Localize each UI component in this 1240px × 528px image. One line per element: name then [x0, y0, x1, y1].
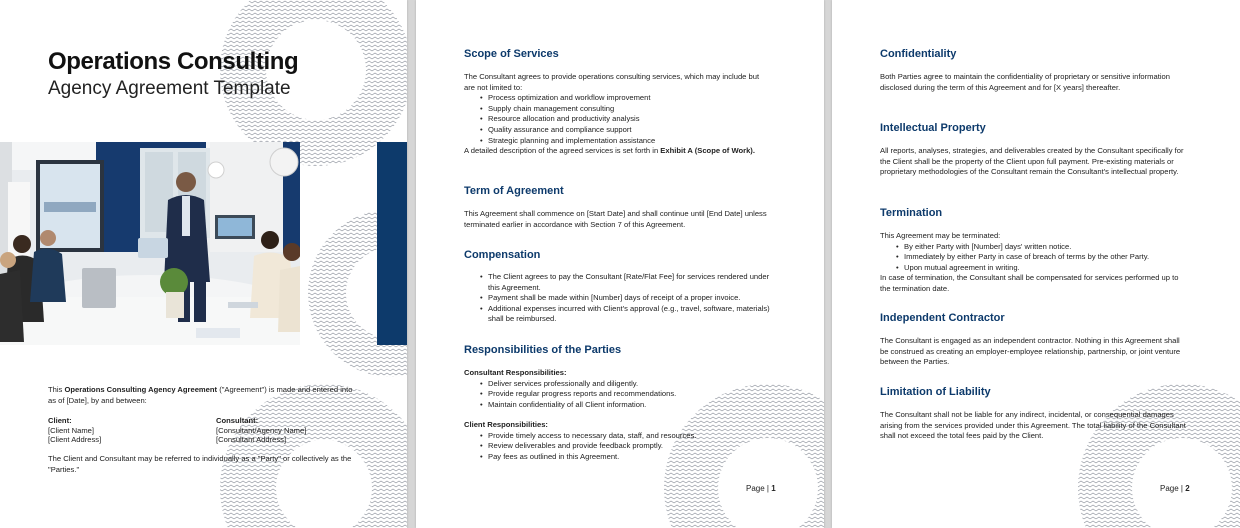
list-item: • The Client agrees to pay the Consultant [Rate/Flat Fee] for services rendered under this Agreement.: [480, 272, 770, 293]
consultant-name: [Consultant/Agency Name]: [216, 425, 307, 435]
page-number: [1160, 484, 1190, 493]
section-title-term: Term of Agreement: [464, 185, 564, 197]
list-item: • Process optimization and workflow improvement: [480, 93, 770, 104]
client-block: [48, 416, 208, 445]
client-responsibilities-list: [480, 431, 770, 463]
client-label: Client:: [48, 416, 72, 425]
list-item: • Additional expenses incurred with Client's approval (e.g., travel, software, materials) shall be reimbursed.: [480, 304, 770, 325]
scope-list: [480, 93, 770, 146]
consultant-label: Consultant:: [216, 416, 259, 425]
termination-list: [896, 242, 1186, 274]
consultant-responsibilities-label: Consultant Responsibilities:: [464, 368, 567, 377]
parties-definition: The Client and Consultant may be referred to individually as a "Party" or collectively as the "Parties.": [48, 454, 352, 474]
page-1: [416, 0, 824, 528]
consultant-responsibilities: [464, 368, 770, 410]
consultant-block: [216, 416, 376, 445]
document-subtitle: Agency Agreement Template: [48, 78, 291, 99]
cover-page: [0, 0, 407, 528]
client-responsibilities-label: Client Responsibilities:: [464, 420, 548, 429]
list-item: • Supply chain management consulting: [480, 104, 770, 115]
page-number-label: Page |: [746, 484, 772, 493]
consultant-address: [Consultant Address]: [216, 435, 287, 444]
section-title-termination: Termination: [880, 207, 943, 219]
accent-bar: [377, 142, 407, 345]
section-title-limitation-of-liability: Limitation of Liability: [880, 386, 991, 398]
page-number-value: 1: [771, 484, 776, 493]
section-title-scope: Scope of Services: [464, 48, 559, 60]
agreement-name: Operations Consulting Agency Agreement: [64, 385, 218, 394]
section-title-intellectual-property: Intellectual Property: [880, 122, 986, 134]
compensation-list: [480, 272, 770, 325]
scope-detail: [464, 146, 770, 157]
exhibit-reference: Exhibit A (Scope of Work).: [660, 146, 755, 156]
document-title: Operations Consulting: [48, 48, 299, 75]
independent-contractor-text: The Consultant is engaged as an independent contractor. Nothing in this Agreement shall be construed as creating an employer-employee relationship, partnership, or joint venture between the Parties.: [880, 336, 1181, 367]
list-item: • Strategic planning and implementation assistance: [480, 136, 770, 147]
client-address: [Client Address]: [48, 435, 102, 444]
list-item: • By either Party with [Number] days' written notice.: [896, 242, 1186, 253]
client-name: [Client Name]: [48, 425, 95, 435]
list-item: • Deliver services professionally and diligently.: [480, 379, 770, 390]
consultant-responsibilities-list: [480, 379, 770, 411]
page-number-label: Page |: [1160, 484, 1186, 493]
page-number: [746, 484, 776, 493]
section-title-independent-contractor: Independent Contractor: [880, 312, 1005, 324]
intellectual-property-text: All reports, analyses, strategies, and deliverables created by the Consultant specifically for the Client shall be the property of the Client upon full payment. Pre-existing materials or proprietary methodologies of the Consultant remain the Consultant's intellectual property.: [880, 146, 1184, 177]
list-item: • Review deliverables and provide feedback promptly.: [480, 441, 770, 452]
list-item: • Quality assurance and compliance support: [480, 125, 770, 136]
confidentiality-text: Both Parties agree to maintain the confidentiality of proprietary or sensitive information disclosed during the term of this Agreement and for [X years] thereafter.: [880, 72, 1170, 92]
intro-text-end: ("Agreement") is made and entered into as of [Date], by and between:: [48, 385, 353, 405]
page-2: [832, 0, 1240, 528]
scope-intro: The Consultant agrees to provide operations consulting services, which may include but are not limited to:: [464, 72, 760, 92]
list-item: • Provide regular progress reports and recommendations.: [480, 389, 770, 400]
list-item: • Resource allocation and productivity analysis: [480, 114, 770, 125]
termination-section: [880, 231, 1186, 295]
scope-detail-text: A detailed description of the agreed services is set forth in: [464, 146, 661, 156]
section-title-confidentiality: Confidentiality: [880, 48, 957, 60]
compensation-section: [464, 272, 770, 325]
term-text: This Agreement shall commence on [Start Date] and shall continue until [End Date] unless terminated earlier in accordance with Section 7 of this Agreement.: [464, 209, 767, 229]
intro-paragraph: [48, 385, 358, 406]
client-responsibilities: [464, 420, 770, 462]
list-item: • Pay fees as outlined in this Agreement.: [480, 452, 770, 463]
list-item: • Immediately by either Party in case of breach of terms by the other Party.: [896, 252, 1186, 263]
list-item: • Maintain confidentiality of all Client information.: [480, 400, 770, 411]
page-number-value: 2: [1185, 484, 1190, 493]
scope-section: [464, 72, 770, 157]
section-title-responsibilities: Responsibilities of the Parties: [464, 344, 622, 356]
termination-intro: This Agreement may be terminated:: [880, 231, 1001, 240]
list-item: • Payment shall be made within [Number] days of receipt of a proper invoice.: [480, 293, 770, 304]
limitation-of-liability-text: The Consultant shall not be liable for any indirect, incidental, or consequential damages arising from the services provided under this Agreement. The total liability of the Consultant shall not exceed the total fees paid by the Client.: [880, 410, 1186, 441]
list-item: • Provide timely access to necessary data, staff, and resources.: [480, 431, 770, 442]
termination-compensation: In case of termination, the Consultant shall be compensated for services performed up to the termination date.: [880, 273, 1179, 293]
list-item: • Upon mutual agreement in writing.: [896, 263, 1186, 274]
section-title-compensation: Compensation: [464, 249, 541, 261]
intro-text-start: This: [48, 385, 65, 394]
cover-photo: [0, 142, 300, 345]
